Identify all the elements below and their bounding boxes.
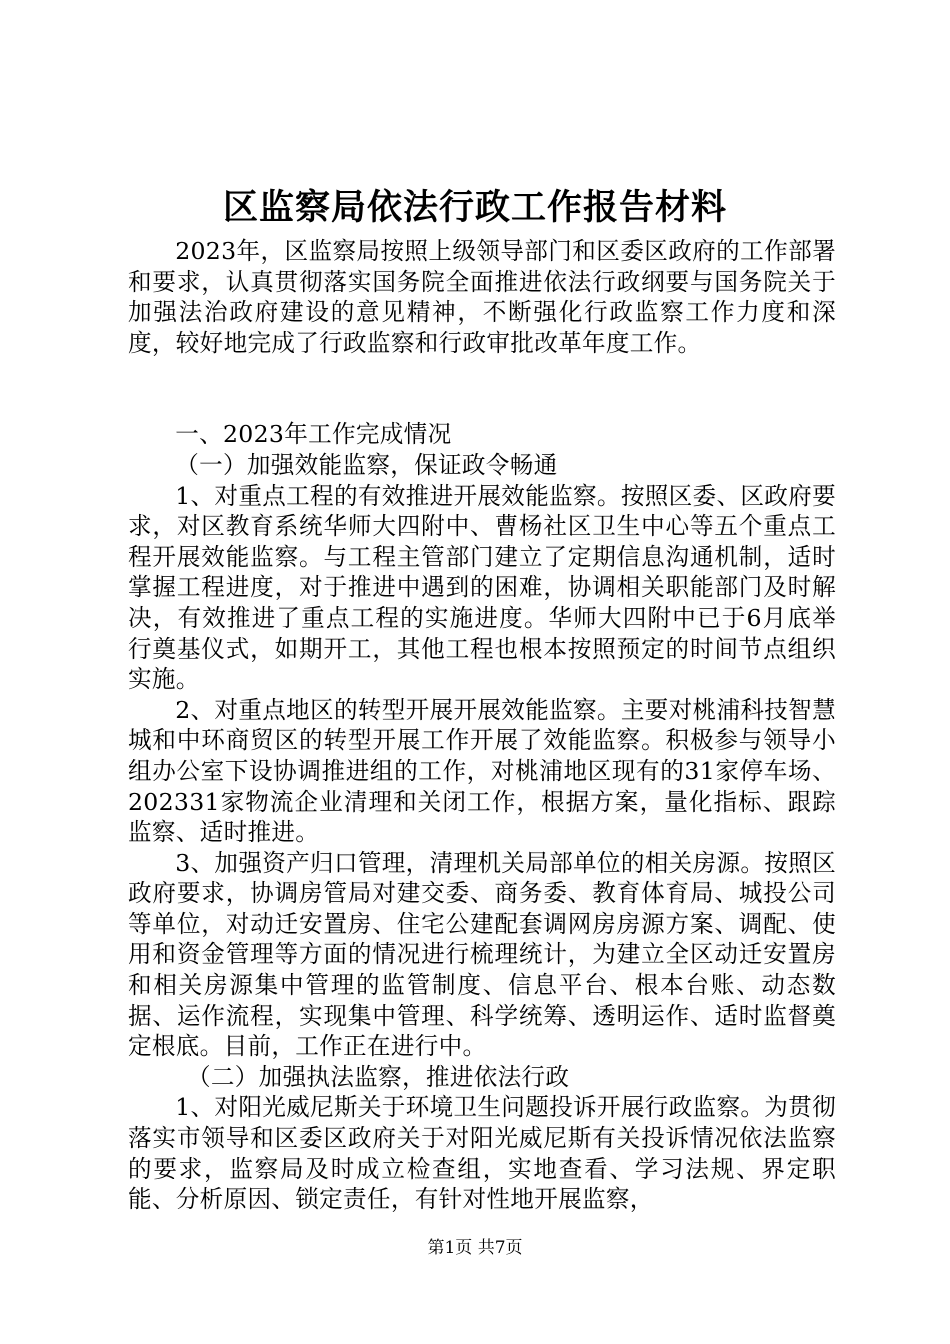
body-paragraph: 1、对重点工程的有效推进开展效能监察。按照区委、区政府要求，对区教育系统华师大四附中、曹杨社区卫生中心等五个重点工程开展效能监察。与工程主管部门建立了定期信息沟通机制，适时掌握工程进度，对于推进中遇到的困难，协调相关职能部门及时解决，有效推进了重点工程的实施进度。华师大四附中已于6月底举行奠基仪式，如期开工，其他工程也根本按照预定的时间节点组织实施。 [128, 481, 836, 694]
paragraph-spacer [128, 358, 836, 419]
section-heading: 一、2023年工作完成情况 [175, 420, 452, 449]
intro-paragraph: 2023年，区监察局按照上级领导部门和区委区政府的工作部署和要求，认真贯彻落实国务院全面推进依法行政纲要与国务院关于加强法治政府建设的意见精神，不断强化行政监察工作力度和深度，较好地完成了行政监察和行政审批改革年度工作。 [128, 237, 836, 357]
body-paragraph: 1、对阳光威尼斯关于环境卫生问题投诉开展行政监察。为贯彻落实市领导和区委区政府关于对阳光威尼斯有关投诉情况依法监察的要求，监察局及时成立检查组，实地查看、学习法规、界定职能、分析原因、锁定责任，有针对性地开展监察， [128, 1093, 836, 1214]
body-paragraph: 3、加强资产归口管理，清理机关局部单位的相关房源。按照区政府要求，协调房管局对建交委、商务委、教育体育局、城投公司等单位，对动迁安置房、住宅公建配套调网房房源方案、调配、使用和资金管理等方面的情况进行梳理统计，为建立全区动迁安置房和相关房源集中管理的监管制度、信息平台、根本台账、动态数据、运作流程，实现集中管理、科学统筹、透明运作、适时监督奠定根底。目前，工作正在进行中。 [128, 848, 836, 1061]
page-number-footer: 第1页 共7页 [427, 1238, 523, 1258]
document-body [128, 236, 836, 1215]
subsection-heading: （二）加强执法监察，推进依法行政 [187, 1062, 570, 1091]
subsection-heading: （一）加强效能监察，保证政令畅通 [175, 450, 558, 479]
body-paragraph: 2、对重点地区的转型开展开展效能监察。主要对桃浦科技智慧城和中环商贸区的转型开展工作开展了效能监察。积极参与领导小组办公室下设协调推进组的工作，对桃浦地区现有的31家停车场、202331家物流企业清理和关闭工作，根据方案，量化指标、跟踪监察、适时推进。 [128, 695, 836, 847]
document-title: 区监察局依法行政工作报告材料 [222, 187, 727, 228]
